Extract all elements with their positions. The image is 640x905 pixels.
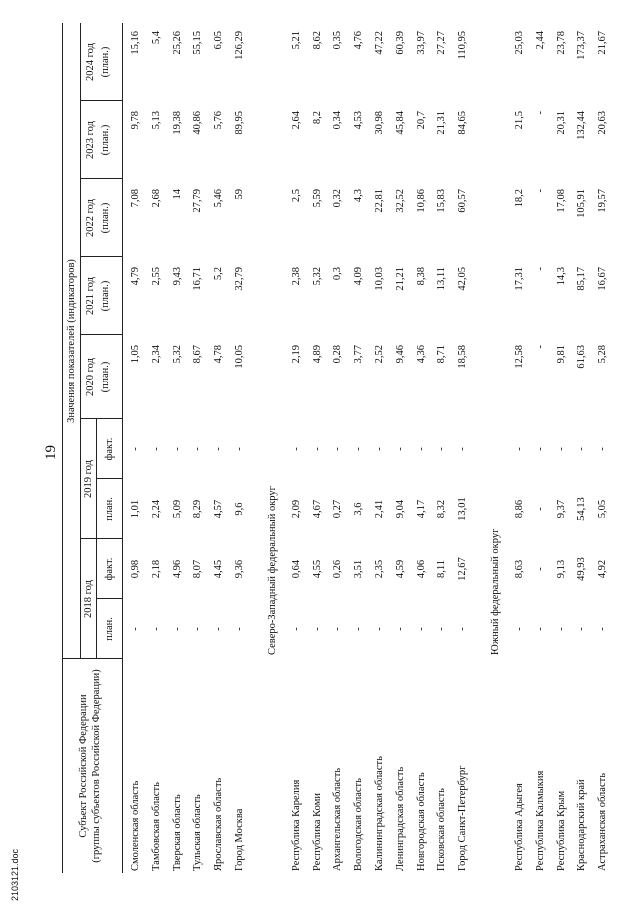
table-cell: 5,32 bbox=[311, 267, 323, 286]
table-cell: 5,59 bbox=[311, 189, 323, 208]
table-cell: 21,31 bbox=[436, 111, 448, 135]
header-2018-fact: факт. bbox=[104, 557, 115, 581]
table-cell: 19,57 bbox=[597, 189, 609, 213]
header-2020: 2020 год bbox=[85, 358, 96, 396]
table-cell: 8,2 bbox=[311, 111, 323, 125]
table-cell: 8,38 bbox=[415, 267, 427, 286]
row-label: Калининградская область bbox=[374, 756, 385, 871]
table-cell: 8,62 bbox=[311, 31, 323, 50]
table-cell: 9,6 bbox=[234, 502, 245, 516]
table-cell: - bbox=[171, 447, 183, 451]
table-cell: 18,58 bbox=[457, 345, 469, 369]
table-cell: - bbox=[534, 567, 546, 571]
page-number: 19 bbox=[43, 445, 59, 460]
table-cell: 20,31 bbox=[555, 111, 567, 135]
table-cell: - bbox=[597, 447, 609, 451]
table-cell: 10,86 bbox=[415, 189, 427, 213]
table-cell: 0,3 bbox=[332, 267, 344, 281]
table-cell: - bbox=[332, 627, 344, 631]
row-label: Астраханская область bbox=[597, 773, 609, 871]
table-cell: 30,98 bbox=[374, 111, 385, 135]
table-cell: 5,32 bbox=[171, 345, 183, 364]
table-cell: 5,2 bbox=[213, 267, 225, 281]
table-cell: 5,21 bbox=[290, 31, 302, 50]
table-cell: 14 bbox=[171, 189, 183, 200]
table-cell: 4,78 bbox=[213, 345, 225, 364]
header-2024-plan: (план.) bbox=[100, 46, 111, 78]
row-label: Республика Карелия bbox=[290, 779, 302, 871]
table-cell: 16,71 bbox=[192, 267, 204, 291]
table-cell: - bbox=[534, 507, 546, 511]
table-cell: 2,09 bbox=[290, 499, 302, 519]
table-cell: - bbox=[597, 627, 609, 631]
table-cell: 8,63 bbox=[514, 559, 525, 579]
region-heading: Северо-Западный федеральный округ bbox=[266, 486, 278, 655]
table-cell: 5,28 bbox=[597, 345, 609, 364]
table-cell: 22,81 bbox=[374, 189, 385, 213]
table-cell: 4,57 bbox=[213, 499, 225, 519]
table-cell: 4,09 bbox=[353, 267, 365, 286]
table-cell: 9,81 bbox=[555, 345, 567, 364]
table-cell: 2,24 bbox=[150, 499, 162, 519]
table-cell: 5,05 bbox=[597, 499, 609, 519]
row-label: Смоленская область bbox=[130, 780, 141, 871]
row-label: Республика Калмыкия bbox=[534, 770, 546, 871]
table-cell: 13,11 bbox=[436, 267, 448, 291]
table-cell: 7,08 bbox=[130, 189, 141, 208]
table-cell: 2,68 bbox=[150, 189, 162, 208]
table-cell: - bbox=[514, 627, 525, 631]
table-cell: 2,44 bbox=[534, 31, 546, 50]
table-cell: - bbox=[534, 189, 546, 193]
table-cell: - bbox=[213, 627, 225, 631]
table-cell: 8,07 bbox=[192, 559, 204, 579]
header-2019: 2019 год bbox=[83, 460, 94, 498]
table-cell: - bbox=[415, 447, 427, 451]
table-cell: 5,46 bbox=[213, 189, 225, 208]
table-cell: - bbox=[353, 627, 365, 631]
row-label: Ленинградская область bbox=[394, 766, 406, 871]
table-cell: 2,34 bbox=[150, 345, 162, 364]
table-cell: - bbox=[555, 447, 567, 451]
table-cell: 18,2 bbox=[514, 189, 525, 208]
table-cell: 173,37 bbox=[576, 31, 588, 60]
table-cell: 0,28 bbox=[332, 345, 344, 364]
header-2020-plan: (план.) bbox=[100, 361, 111, 393]
table-cell: 2,38 bbox=[290, 267, 302, 286]
header-2024: 2024 год bbox=[85, 43, 96, 81]
header-subject-line2: (группы субъектов Российской Федерации) bbox=[91, 669, 102, 863]
table-cell: 4,76 bbox=[353, 31, 365, 50]
table-cell: 21,21 bbox=[394, 267, 406, 291]
table-cell: - bbox=[234, 627, 245, 631]
table-cell: 105,91 bbox=[576, 189, 588, 218]
table-cell: 45,84 bbox=[394, 111, 406, 135]
table-cell: - bbox=[130, 627, 141, 631]
table-cell: 14,3 bbox=[555, 267, 567, 286]
table-cell: 89,95 bbox=[234, 111, 245, 135]
header-bottom-border bbox=[122, 23, 123, 873]
table-cell: 5,76 bbox=[213, 111, 225, 130]
table-cell: 84,65 bbox=[457, 111, 469, 135]
table-cell: - bbox=[394, 627, 406, 631]
table-cell: 3,51 bbox=[353, 559, 365, 579]
table-cell: 4,67 bbox=[311, 499, 323, 519]
table-cell: 32,52 bbox=[394, 189, 406, 213]
table-cell: 6,05 bbox=[213, 31, 225, 50]
table-cell: - bbox=[150, 627, 162, 631]
table-cell: 8,71 bbox=[436, 345, 448, 364]
table-cell: 42,05 bbox=[457, 267, 469, 291]
table-cell: 8,67 bbox=[192, 345, 204, 364]
row-label: Город Санкт-Петербург bbox=[457, 765, 469, 871]
table-cell: 32,79 bbox=[234, 267, 245, 291]
table-cell: - bbox=[534, 111, 546, 115]
table-cell: 27,27 bbox=[436, 31, 448, 55]
table-cell: 25,26 bbox=[171, 31, 183, 55]
header-2021-plan: (план.) bbox=[100, 280, 111, 312]
table-cell: 60,57 bbox=[457, 189, 469, 213]
header-2019-fact: факт. bbox=[104, 437, 115, 461]
table-cell: 9,04 bbox=[394, 499, 406, 519]
header-2023: 2023 год bbox=[85, 121, 96, 159]
table-cell: 9,13 bbox=[555, 559, 567, 579]
table-cell: 0,26 bbox=[332, 559, 344, 579]
row-label: Республика Крым bbox=[555, 790, 567, 871]
table-cell: 132,44 bbox=[576, 111, 588, 140]
table-cell: 19,38 bbox=[171, 111, 183, 135]
table-cell: 10,03 bbox=[374, 267, 385, 291]
table-cell: 21,67 bbox=[597, 31, 609, 55]
table-cell: 23,78 bbox=[555, 31, 567, 55]
header-2018: 2018 год bbox=[83, 580, 94, 618]
table-cell: - bbox=[457, 447, 469, 451]
table-cell: 8,11 bbox=[436, 560, 448, 578]
table-cell: 27,79 bbox=[192, 189, 204, 213]
table-cell: 2,52 bbox=[374, 345, 385, 364]
table-cell: 9,78 bbox=[130, 111, 141, 130]
data-table bbox=[62, 23, 609, 873]
table-cell: - bbox=[534, 345, 546, 349]
row-label: Вологодская область bbox=[353, 778, 365, 871]
table-cell: 4,92 bbox=[597, 559, 609, 579]
table-cell: 1,01 bbox=[130, 499, 141, 519]
table-cell: - bbox=[332, 447, 344, 451]
table-cell: 3,6 bbox=[353, 502, 365, 516]
table-cell: 0,35 bbox=[332, 31, 344, 50]
table-cell: 8,86 bbox=[514, 499, 525, 519]
table-cell: 16,67 bbox=[597, 267, 609, 291]
table-cell: 17,08 bbox=[555, 189, 567, 213]
table-cell: 0,32 bbox=[332, 189, 344, 208]
table-cell: - bbox=[290, 627, 302, 631]
table-top-border bbox=[62, 23, 63, 873]
table-cell: 0,64 bbox=[290, 559, 302, 579]
table-cell: - bbox=[353, 447, 365, 451]
table-cell: - bbox=[436, 447, 448, 451]
row-label: Псковская область bbox=[436, 788, 448, 871]
table-cell: - bbox=[576, 447, 588, 451]
table-cell: - bbox=[457, 627, 469, 631]
table-cell: 33,97 bbox=[415, 31, 427, 55]
table-cell: 25,03 bbox=[514, 31, 525, 55]
table-cell: 2,64 bbox=[290, 111, 302, 130]
table-cell: 4,17 bbox=[415, 499, 427, 519]
header-2022-plan: (план.) bbox=[100, 202, 111, 234]
table-cell: 59 bbox=[234, 189, 245, 200]
table-cell: 60,39 bbox=[394, 31, 406, 55]
table-cell: - bbox=[171, 627, 183, 631]
table-cell: - bbox=[311, 447, 323, 451]
header-2018-plan: план. bbox=[104, 617, 115, 641]
table-cell: 8,32 bbox=[436, 499, 448, 519]
region-heading: Южный федеральный округ bbox=[490, 528, 501, 655]
table-cell: 2,19 bbox=[290, 345, 302, 364]
table-cell: 9,36 bbox=[234, 559, 245, 579]
footer-filename: 2103121.doc bbox=[10, 848, 20, 901]
table-cell: 5,09 bbox=[171, 499, 183, 519]
table-cell: 55,15 bbox=[192, 31, 204, 55]
table-cell: - bbox=[555, 627, 567, 631]
table-cell: - bbox=[436, 627, 448, 631]
table-cell: 4,89 bbox=[311, 345, 323, 364]
header-values-underline bbox=[80, 23, 81, 659]
table-cell: 0,34 bbox=[332, 111, 344, 130]
header-2022: 2022 год bbox=[85, 199, 96, 237]
table-cell: 110,95 bbox=[457, 31, 469, 60]
table-cell: - bbox=[415, 627, 427, 631]
table-cell: 3,77 bbox=[353, 345, 365, 364]
header-2023-plan: (план.) bbox=[100, 124, 111, 156]
table-cell: 0,98 bbox=[130, 559, 141, 579]
table-cell: 4,53 bbox=[353, 111, 365, 130]
table-cell: - bbox=[311, 627, 323, 631]
header-year-underline bbox=[96, 419, 97, 659]
table-cell: 10,05 bbox=[234, 345, 245, 369]
table-cell: 2,55 bbox=[150, 267, 162, 286]
table-cell: - bbox=[576, 627, 588, 631]
table-cell: 4,79 bbox=[130, 267, 141, 286]
table-cell: - bbox=[514, 447, 525, 451]
table-cell: 15,83 bbox=[436, 189, 448, 213]
table-cell: 1,05 bbox=[130, 345, 141, 364]
table-cell: 5,4 bbox=[150, 31, 162, 45]
table-cell: - bbox=[130, 447, 141, 451]
table-cell: 4,45 bbox=[213, 559, 225, 579]
table-cell: - bbox=[192, 627, 204, 631]
table-cell: 47,22 bbox=[374, 31, 385, 55]
table-cell: 5,13 bbox=[150, 111, 162, 130]
table-cell: 0,27 bbox=[332, 499, 344, 519]
table-cell: - bbox=[213, 447, 225, 451]
row-label: Краснодарский край bbox=[576, 779, 588, 871]
row-label: Тверская область bbox=[171, 794, 183, 871]
table-cell: 21,5 bbox=[514, 111, 525, 130]
table-cell: 4,06 bbox=[415, 559, 427, 579]
row-label: Республика Коми bbox=[311, 793, 323, 871]
table-cell: 2,18 bbox=[150, 559, 162, 579]
row-label: Ярославская область bbox=[213, 777, 225, 871]
table-cell: 9,43 bbox=[171, 267, 183, 286]
row-label: Новгородская область bbox=[415, 772, 427, 871]
table-cell: 40,86 bbox=[192, 111, 204, 135]
table-cell: 126,29 bbox=[234, 31, 245, 60]
table-cell: 2,35 bbox=[374, 559, 385, 579]
table-cell: - bbox=[374, 627, 385, 631]
header-subject-line1: Субъект Российской Федерации bbox=[78, 694, 89, 838]
table-cell: 9,46 bbox=[394, 345, 406, 364]
table-cell: 49,93 bbox=[576, 557, 588, 581]
table-cell: 4,36 bbox=[415, 345, 427, 364]
table-cell: 61,63 bbox=[576, 345, 588, 369]
table-cell: - bbox=[394, 447, 406, 451]
table-cell: 4,55 bbox=[311, 559, 323, 579]
table-cell: - bbox=[534, 267, 546, 271]
header-2021: 2021 год bbox=[85, 277, 96, 315]
table-cell: - bbox=[534, 627, 546, 631]
table-cell: 12,58 bbox=[514, 345, 525, 369]
row-label: Тамбовская область bbox=[150, 782, 162, 871]
table-cell: 4,3 bbox=[353, 189, 365, 203]
table-cell: 8,29 bbox=[192, 499, 204, 519]
table-cell: 13,01 bbox=[457, 497, 469, 521]
table-cell: 9,37 bbox=[555, 499, 567, 519]
table-cell: - bbox=[534, 447, 546, 451]
table-cell: 15,16 bbox=[130, 31, 141, 55]
table-cell: 12,67 bbox=[457, 557, 469, 581]
table-cell: 20,7 bbox=[415, 111, 427, 130]
table-cell: 85,17 bbox=[576, 267, 588, 291]
table-cell: - bbox=[234, 447, 245, 451]
table-cell: 4,59 bbox=[394, 559, 406, 579]
table-cell: 4,96 bbox=[171, 559, 183, 579]
table-cell: - bbox=[192, 447, 204, 451]
table-cell: 2,41 bbox=[374, 499, 385, 519]
header-2019-plan: план. bbox=[104, 497, 115, 521]
table-cell: - bbox=[290, 447, 302, 451]
table-cell: - bbox=[150, 447, 162, 451]
row-label: Тульская область bbox=[192, 794, 204, 871]
table-cell: 20,63 bbox=[597, 111, 609, 135]
header-values-title: Значения показателей (индикаторов) bbox=[66, 259, 77, 423]
table-cell: 54,13 bbox=[576, 497, 588, 521]
table-cell: - bbox=[374, 447, 385, 451]
row-label: Архангельская область bbox=[332, 767, 344, 871]
row-label: Республика Адыгея bbox=[514, 783, 525, 871]
table-cell: 17,31 bbox=[514, 267, 525, 291]
table-cell: 2,5 bbox=[290, 189, 302, 203]
row-label: Город Москва bbox=[234, 808, 245, 871]
